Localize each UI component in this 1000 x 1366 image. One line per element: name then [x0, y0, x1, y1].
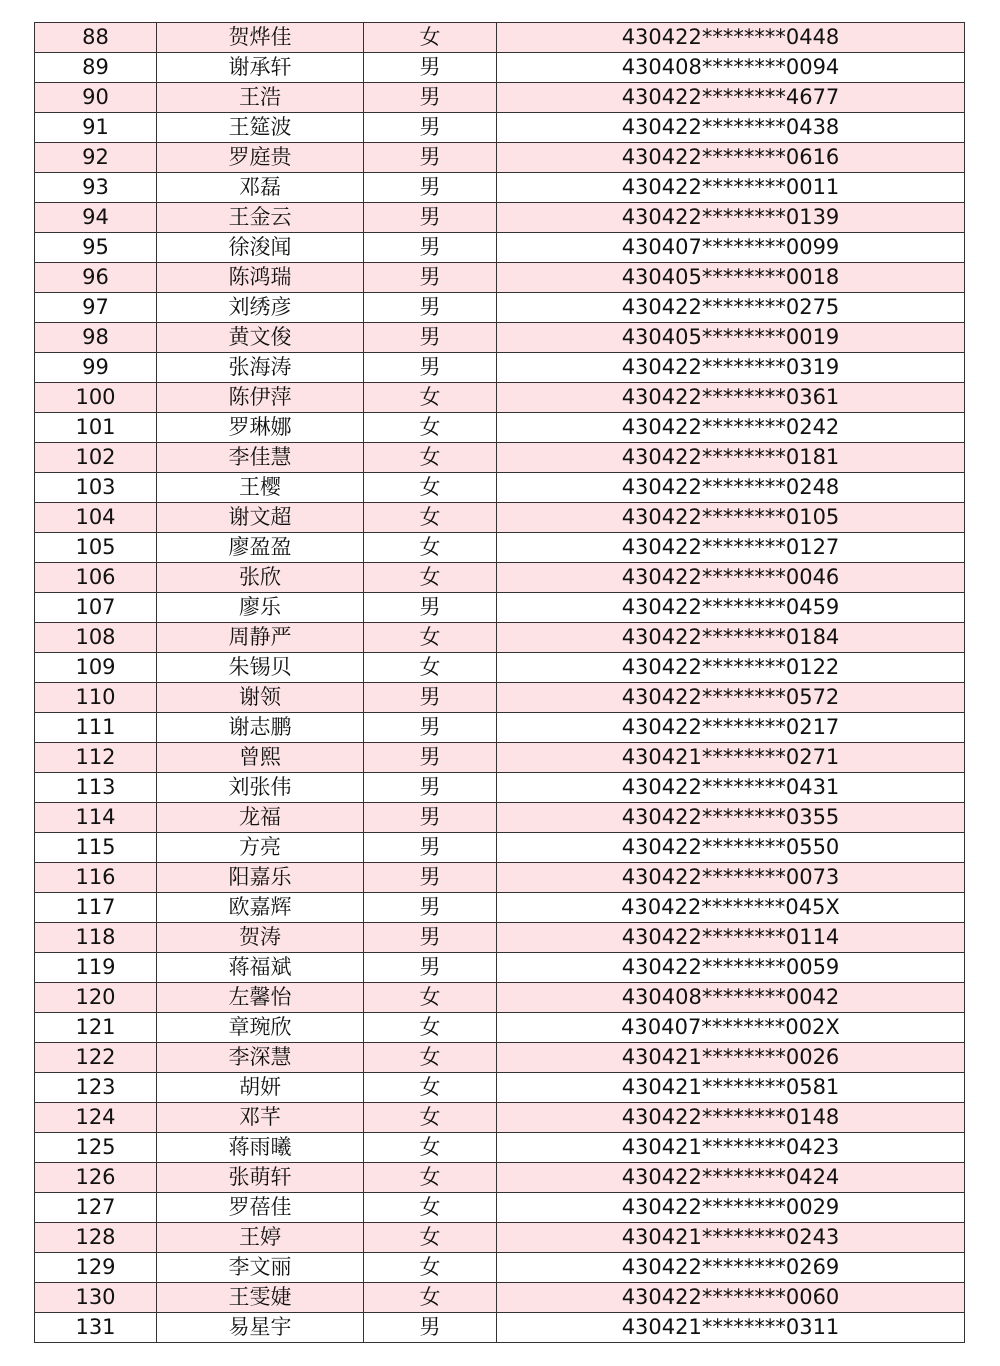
id-number-cell: 430422********0114 — [497, 923, 965, 953]
id-number-cell: 430422********0127 — [497, 533, 965, 563]
table-row — [35, 953, 965, 983]
row-number-cell: 122 — [35, 1043, 157, 1073]
table-row — [35, 533, 965, 563]
gender-cell: 男 — [364, 53, 497, 83]
id-number-cell: 430422********0572 — [497, 683, 965, 713]
gender-cell: 女 — [364, 443, 497, 473]
roster-table-container — [34, 22, 964, 1343]
gender-cell: 女 — [364, 23, 497, 53]
name-cell: 蒋雨曦 — [157, 1133, 364, 1163]
name-cell: 方亮 — [157, 833, 364, 863]
table-row — [35, 413, 965, 443]
gender-cell: 女 — [364, 383, 497, 413]
gender-cell: 男 — [364, 683, 497, 713]
name-cell: 邓磊 — [157, 173, 364, 203]
table-row — [35, 443, 965, 473]
table-row — [35, 1133, 965, 1163]
name-cell: 易星宇 — [157, 1313, 364, 1343]
gender-cell: 男 — [364, 263, 497, 293]
table-row — [35, 353, 965, 383]
gender-cell: 男 — [364, 353, 497, 383]
id-number-cell: 430422********0122 — [497, 653, 965, 683]
row-number-cell: 113 — [35, 773, 157, 803]
gender-cell: 女 — [364, 623, 497, 653]
name-cell: 黄文俊 — [157, 323, 364, 353]
table-row — [35, 23, 965, 53]
name-cell: 贺烨佳 — [157, 23, 364, 53]
name-cell: 张欣 — [157, 563, 364, 593]
id-number-cell: 430422********0105 — [497, 503, 965, 533]
id-number-cell: 430422********0275 — [497, 293, 965, 323]
gender-cell: 女 — [364, 563, 497, 593]
row-number-cell: 91 — [35, 113, 157, 143]
name-cell: 谢志鹏 — [157, 713, 364, 743]
name-cell: 刘张伟 — [157, 773, 364, 803]
table-row — [35, 863, 965, 893]
id-number-cell: 430422********0139 — [497, 203, 965, 233]
table-row — [35, 383, 965, 413]
row-number-cell: 125 — [35, 1133, 157, 1163]
id-number-cell: 430421********0581 — [497, 1073, 965, 1103]
row-number-cell: 128 — [35, 1223, 157, 1253]
id-number-cell: 430422********0355 — [497, 803, 965, 833]
id-number-cell: 430421********0423 — [497, 1133, 965, 1163]
gender-cell: 女 — [364, 653, 497, 683]
table-row — [35, 1073, 965, 1103]
table-row — [35, 1103, 965, 1133]
gender-cell: 女 — [364, 503, 497, 533]
row-number-cell: 116 — [35, 863, 157, 893]
id-number-cell: 430422********0269 — [497, 1253, 965, 1283]
gender-cell: 女 — [364, 1133, 497, 1163]
gender-cell: 男 — [364, 83, 497, 113]
row-number-cell: 111 — [35, 713, 157, 743]
row-number-cell: 120 — [35, 983, 157, 1013]
gender-cell: 男 — [364, 323, 497, 353]
row-number-cell: 119 — [35, 953, 157, 983]
row-number-cell: 112 — [35, 743, 157, 773]
name-cell: 徐浚闻 — [157, 233, 364, 263]
gender-cell: 女 — [364, 1073, 497, 1103]
row-number-cell: 118 — [35, 923, 157, 953]
gender-cell: 男 — [364, 713, 497, 743]
gender-cell: 女 — [364, 533, 497, 563]
name-cell: 王金云 — [157, 203, 364, 233]
id-number-cell: 430422********0424 — [497, 1163, 965, 1193]
table-row — [35, 623, 965, 653]
name-cell: 陈伊萍 — [157, 383, 364, 413]
table-row — [35, 1193, 965, 1223]
row-number-cell: 131 — [35, 1313, 157, 1343]
gender-cell: 男 — [364, 743, 497, 773]
id-number-cell: 430421********0271 — [497, 743, 965, 773]
row-number-cell: 105 — [35, 533, 157, 563]
row-number-cell: 108 — [35, 623, 157, 653]
name-cell: 欧嘉辉 — [157, 893, 364, 923]
row-number-cell: 93 — [35, 173, 157, 203]
name-cell: 廖乐 — [157, 593, 364, 623]
table-row — [35, 143, 965, 173]
name-cell: 龙福 — [157, 803, 364, 833]
id-number-cell: 430422********0248 — [497, 473, 965, 503]
table-row — [35, 983, 965, 1013]
table-row — [35, 263, 965, 293]
row-number-cell: 98 — [35, 323, 157, 353]
roster-table-body — [35, 23, 965, 1343]
row-number-cell: 117 — [35, 893, 157, 923]
gender-cell: 男 — [364, 863, 497, 893]
row-number-cell: 97 — [35, 293, 157, 323]
id-number-cell: 430408********0094 — [497, 53, 965, 83]
name-cell: 张萌轩 — [157, 1163, 364, 1193]
table-row — [35, 293, 965, 323]
row-number-cell: 94 — [35, 203, 157, 233]
gender-cell: 女 — [364, 1193, 497, 1223]
row-number-cell: 88 — [35, 23, 157, 53]
name-cell: 刘绣彦 — [157, 293, 364, 323]
row-number-cell: 110 — [35, 683, 157, 713]
id-number-cell: 430405********0019 — [497, 323, 965, 353]
gender-cell: 女 — [364, 1253, 497, 1283]
id-number-cell: 430422********0438 — [497, 113, 965, 143]
table-row — [35, 923, 965, 953]
name-cell: 廖盈盈 — [157, 533, 364, 563]
row-number-cell: 126 — [35, 1163, 157, 1193]
id-number-cell: 430405********0018 — [497, 263, 965, 293]
table-row — [35, 473, 965, 503]
table-row — [35, 653, 965, 683]
row-number-cell: 130 — [35, 1283, 157, 1313]
gender-cell: 女 — [364, 1043, 497, 1073]
gender-cell: 男 — [364, 173, 497, 203]
name-cell: 左馨怡 — [157, 983, 364, 1013]
gender-cell: 女 — [364, 1283, 497, 1313]
table-row — [35, 233, 965, 263]
gender-cell: 男 — [364, 293, 497, 323]
row-number-cell: 124 — [35, 1103, 157, 1133]
gender-cell: 女 — [364, 1103, 497, 1133]
table-row — [35, 203, 965, 233]
name-cell: 蒋福斌 — [157, 953, 364, 983]
name-cell: 李深慧 — [157, 1043, 364, 1073]
name-cell: 曾熙 — [157, 743, 364, 773]
table-row — [35, 683, 965, 713]
gender-cell: 男 — [364, 203, 497, 233]
gender-cell: 男 — [364, 143, 497, 173]
row-number-cell: 101 — [35, 413, 157, 443]
id-number-cell: 430422********0148 — [497, 1103, 965, 1133]
name-cell: 谢领 — [157, 683, 364, 713]
name-cell: 王雯婕 — [157, 1283, 364, 1313]
gender-cell: 男 — [364, 923, 497, 953]
id-number-cell: 430422********045X — [497, 893, 965, 923]
gender-cell: 男 — [364, 593, 497, 623]
gender-cell: 男 — [364, 233, 497, 263]
row-number-cell: 104 — [35, 503, 157, 533]
table-row — [35, 323, 965, 353]
id-number-cell: 430421********0311 — [497, 1313, 965, 1343]
table-row — [35, 83, 965, 113]
table-row — [35, 563, 965, 593]
name-cell: 罗琳娜 — [157, 413, 364, 443]
table-row — [35, 893, 965, 923]
id-number-cell: 430421********0026 — [497, 1043, 965, 1073]
gender-cell: 女 — [364, 983, 497, 1013]
id-number-cell: 430422********4677 — [497, 83, 965, 113]
table-row — [35, 713, 965, 743]
row-number-cell: 99 — [35, 353, 157, 383]
id-number-cell: 430422********0184 — [497, 623, 965, 653]
id-number-cell: 430407********002X — [497, 1013, 965, 1043]
table-row — [35, 1043, 965, 1073]
row-number-cell: 106 — [35, 563, 157, 593]
id-number-cell: 430407********0099 — [497, 233, 965, 263]
id-number-cell: 430422********0242 — [497, 413, 965, 443]
id-number-cell: 430421********0243 — [497, 1223, 965, 1253]
id-number-cell: 430422********0029 — [497, 1193, 965, 1223]
row-number-cell: 92 — [35, 143, 157, 173]
name-cell: 谢文超 — [157, 503, 364, 533]
row-number-cell: 89 — [35, 53, 157, 83]
name-cell: 贺涛 — [157, 923, 364, 953]
gender-cell: 男 — [364, 833, 497, 863]
gender-cell: 女 — [364, 473, 497, 503]
id-number-cell: 430422********0073 — [497, 863, 965, 893]
name-cell: 邓芊 — [157, 1103, 364, 1133]
id-number-cell: 430422********0059 — [497, 953, 965, 983]
id-number-cell: 430422********0319 — [497, 353, 965, 383]
name-cell: 李佳慧 — [157, 443, 364, 473]
gender-cell: 男 — [364, 1313, 497, 1343]
id-number-cell: 430422********0550 — [497, 833, 965, 863]
id-number-cell: 430422********0217 — [497, 713, 965, 743]
id-number-cell: 430422********0060 — [497, 1283, 965, 1313]
gender-cell: 女 — [364, 1013, 497, 1043]
name-cell: 朱锡贝 — [157, 653, 364, 683]
gender-cell: 女 — [364, 413, 497, 443]
gender-cell: 男 — [364, 113, 497, 143]
row-number-cell: 90 — [35, 83, 157, 113]
row-number-cell: 100 — [35, 383, 157, 413]
table-row — [35, 593, 965, 623]
gender-cell: 男 — [364, 803, 497, 833]
row-number-cell: 129 — [35, 1253, 157, 1283]
row-number-cell: 123 — [35, 1073, 157, 1103]
row-number-cell: 107 — [35, 593, 157, 623]
name-cell: 阳嘉乐 — [157, 863, 364, 893]
id-number-cell: 430422********0181 — [497, 443, 965, 473]
table-row — [35, 1283, 965, 1313]
table-row — [35, 833, 965, 863]
id-number-cell: 430422********0046 — [497, 563, 965, 593]
table-row — [35, 743, 965, 773]
roster-table — [34, 22, 965, 1343]
id-number-cell: 430422********0431 — [497, 773, 965, 803]
name-cell: 王浩 — [157, 83, 364, 113]
row-number-cell: 115 — [35, 833, 157, 863]
row-number-cell: 114 — [35, 803, 157, 833]
gender-cell: 女 — [364, 1223, 497, 1253]
id-number-cell: 430422********0459 — [497, 593, 965, 623]
id-number-cell: 430422********0616 — [497, 143, 965, 173]
id-number-cell: 430422********0448 — [497, 23, 965, 53]
gender-cell: 女 — [364, 1163, 497, 1193]
table-row — [35, 173, 965, 203]
name-cell: 胡妍 — [157, 1073, 364, 1103]
name-cell: 王樱 — [157, 473, 364, 503]
id-number-cell: 430408********0042 — [497, 983, 965, 1013]
row-number-cell: 95 — [35, 233, 157, 263]
name-cell: 谢承轩 — [157, 53, 364, 83]
row-number-cell: 109 — [35, 653, 157, 683]
gender-cell: 男 — [364, 893, 497, 923]
name-cell: 李文丽 — [157, 1253, 364, 1283]
row-number-cell: 127 — [35, 1193, 157, 1223]
table-row — [35, 1223, 965, 1253]
gender-cell: 男 — [364, 773, 497, 803]
name-cell: 罗蓓佳 — [157, 1193, 364, 1223]
name-cell: 章琬欣 — [157, 1013, 364, 1043]
row-number-cell: 121 — [35, 1013, 157, 1043]
row-number-cell: 96 — [35, 263, 157, 293]
table-row — [35, 503, 965, 533]
table-row — [35, 1163, 965, 1193]
table-row — [35, 1253, 965, 1283]
row-number-cell: 103 — [35, 473, 157, 503]
gender-cell: 男 — [364, 953, 497, 983]
name-cell: 罗庭贵 — [157, 143, 364, 173]
name-cell: 王婷 — [157, 1223, 364, 1253]
row-number-cell: 102 — [35, 443, 157, 473]
name-cell: 周静严 — [157, 623, 364, 653]
table-row — [35, 1313, 965, 1343]
table-row — [35, 1013, 965, 1043]
name-cell: 张海涛 — [157, 353, 364, 383]
id-number-cell: 430422********0011 — [497, 173, 965, 203]
name-cell: 陈鸿瑞 — [157, 263, 364, 293]
table-row — [35, 53, 965, 83]
name-cell: 王筵波 — [157, 113, 364, 143]
table-row — [35, 773, 965, 803]
table-row — [35, 113, 965, 143]
id-number-cell: 430422********0361 — [497, 383, 965, 413]
table-row — [35, 803, 965, 833]
